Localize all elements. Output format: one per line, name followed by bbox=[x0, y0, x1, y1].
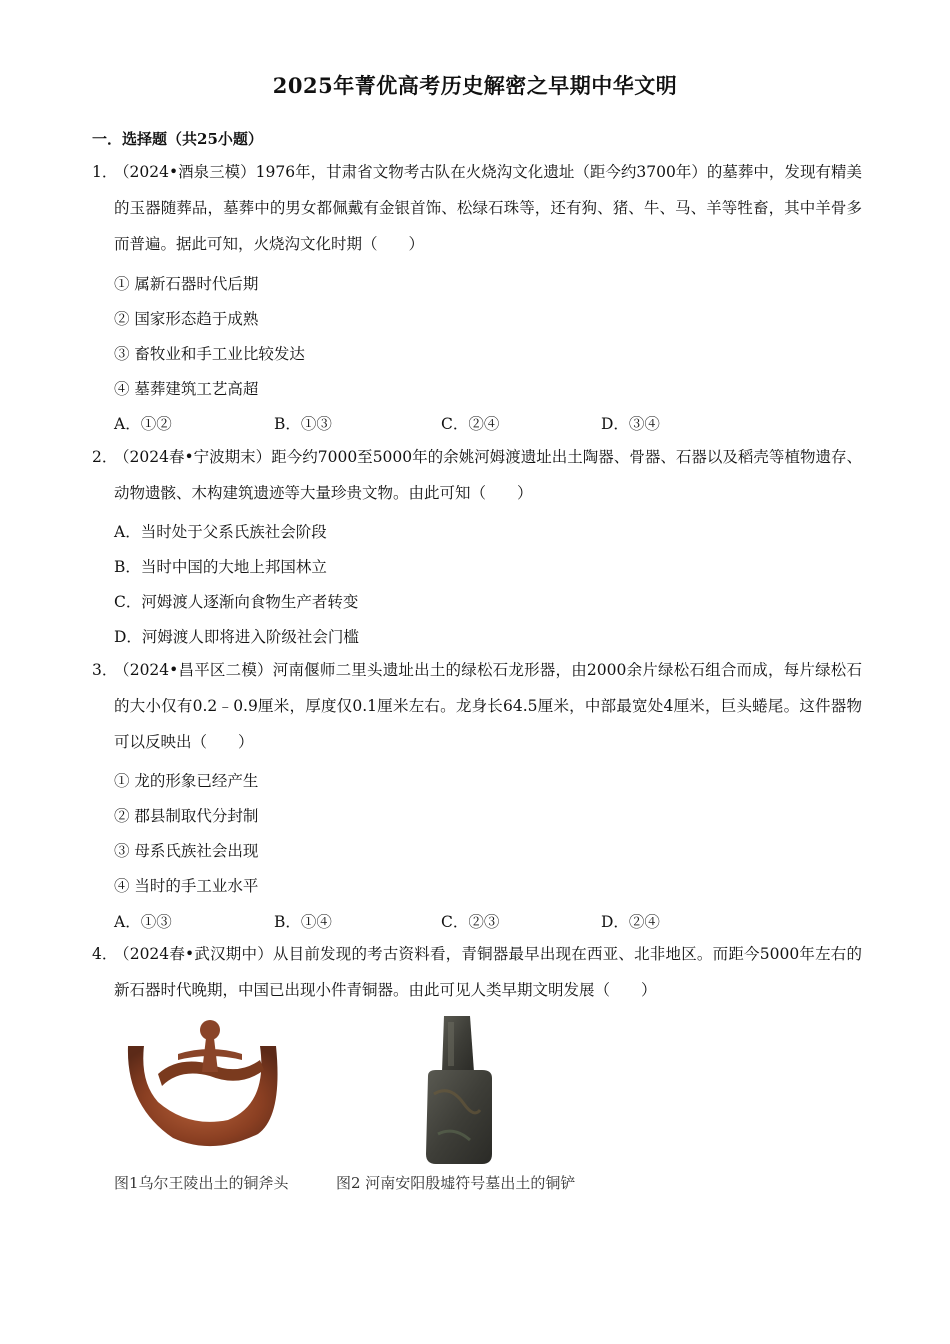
answer-option-c[interactable]: C．河姆渡人逐渐向食物生产者转变 bbox=[114, 593, 359, 611]
statement-item: ② 郡县制取代分封制 bbox=[114, 807, 259, 825]
answer-option-b[interactable]: B．当时中国的大地上邦国林立 bbox=[114, 558, 327, 576]
figure-2-caption: 图2 河南安阳殷墟符号墓出土的铜铲 bbox=[336, 1174, 576, 1192]
answer-option-a[interactable]: A．①③ bbox=[114, 913, 172, 931]
answer-option-d[interactable]: D．③④ bbox=[601, 415, 660, 433]
statement-item: ③ 母系氏族社会出现 bbox=[114, 842, 259, 860]
answer-option-d[interactable]: D．②④ bbox=[601, 913, 660, 931]
question-number: 2． bbox=[92, 448, 118, 466]
statement-item: ④ 当时的手工业水平 bbox=[114, 877, 259, 895]
question-1 bbox=[92, 154, 862, 262]
question-3 bbox=[92, 652, 862, 760]
question-4 bbox=[92, 936, 862, 1008]
question-number: 1． bbox=[92, 163, 118, 181]
answer-option-b[interactable]: B．①③ bbox=[274, 415, 332, 433]
question-stem: （2024•昌平区二模）河南偃师二里头遗址出土的绿松石龙形器，由2000余片绿松石组合而成，每片绿松石的大小仅有0.2﹣0.9厘米，厚度仅0.1厘米左右。龙身长64.5厘米，中部最宽处4厘米，巨头蜷尾。这件器物可以反映出（ ） bbox=[114, 661, 862, 751]
question-stem: （2024•酒泉三模）1976年，甘肃省文物考古队在火烧沟文化遗址（距今约3700年）的墓葬中，发现有精美的玉器随葬品，墓葬中的男女都佩戴有金银首饰、松绿石珠等，还有狗、猪、牛、马、羊等牲畜，其中羊骨多而普遍。据此可知，火烧沟文化时期（ ） bbox=[114, 163, 862, 253]
question-number: 4． bbox=[92, 945, 118, 963]
statement-item: ③ 畜牧业和手工业比较发达 bbox=[114, 345, 305, 363]
figure-1-caption: 图1乌尔王陵出土的铜斧头 bbox=[114, 1174, 289, 1192]
statement-item: ① 属新石器时代后期 bbox=[114, 275, 259, 293]
bronze-shovel-image bbox=[420, 1014, 500, 1169]
question-stem: （2024春•武汉期中）从目前发现的考古资料看，青铜器最早出现在西亚、北非地区。而距今5000年左右的新石器时代晚期，中国已出现小件青铜器。由此可见人类早期文明发展（ ） bbox=[114, 945, 862, 999]
answer-option-b[interactable]: B．①④ bbox=[274, 913, 332, 931]
question-number: 3． bbox=[92, 661, 118, 679]
figure-group bbox=[110, 1012, 630, 1202]
answer-option-c[interactable]: C．②④ bbox=[441, 415, 500, 433]
answer-option-c[interactable]: C．②③ bbox=[441, 913, 500, 931]
statement-item: ② 国家形态趋于成熟 bbox=[114, 310, 259, 328]
statement-item: ① 龙的形象已经产生 bbox=[114, 772, 259, 790]
answer-option-a[interactable]: A．①② bbox=[114, 415, 172, 433]
answer-option-d[interactable]: D．河姆渡人即将进入阶级社会门槛 bbox=[114, 628, 359, 646]
question-stem: （2024春•宁波期末）距今约7000至5000年的余姚河姆渡遗址出土陶器、骨器、石器以及稻壳等植物遗存、动物遗骸、木构建筑遗迹等大量珍贵文物。由此可知（ ） bbox=[114, 448, 862, 502]
question-2 bbox=[92, 439, 862, 511]
section-heading: 一．选择题（共25小题） bbox=[92, 130, 263, 148]
statement-item: ④ 墓葬建筑工艺高超 bbox=[114, 380, 259, 398]
bronze-axe-head-image bbox=[118, 1016, 288, 1156]
answer-option-a[interactable]: A．当时处于父系氏族社会阶段 bbox=[114, 523, 327, 541]
document-title: 2025年菁优高考历史解密之早期中华文明 bbox=[272, 73, 678, 98]
